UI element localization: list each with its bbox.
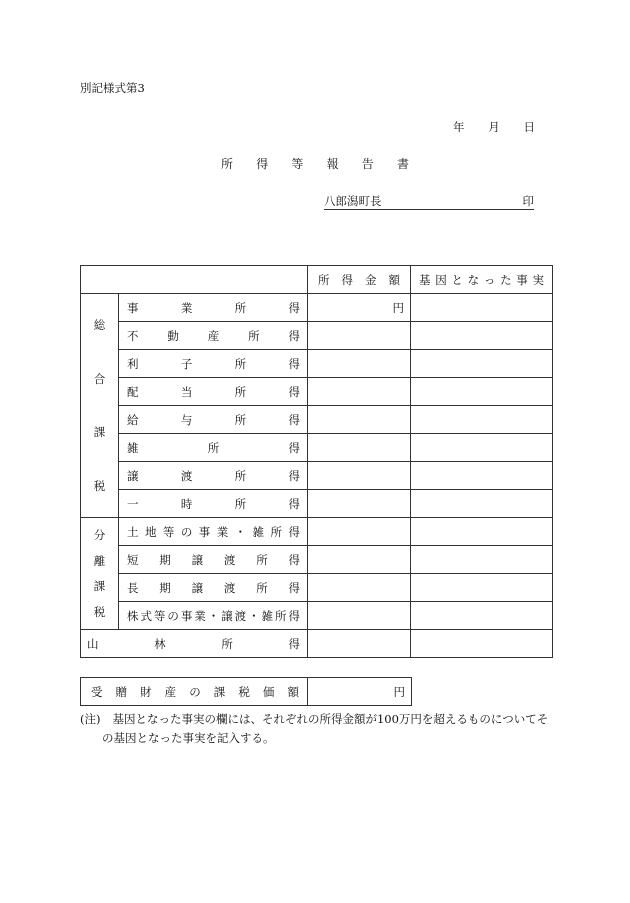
table-row <box>81 546 553 574</box>
fact-cell[interactable] <box>411 406 553 434</box>
amount-cell[interactable] <box>308 406 411 434</box>
group-label-char: 税 <box>93 478 106 493</box>
table-row <box>81 350 553 378</box>
income-item-label: 長期譲渡所得 <box>127 580 300 595</box>
fact-cell[interactable] <box>411 546 553 574</box>
date-line <box>453 119 535 135</box>
group-label-char: 合 <box>93 371 106 386</box>
table-row <box>81 518 553 546</box>
table-row <box>81 434 553 462</box>
page-title: 所得等報告書 <box>221 157 409 171</box>
table-row <box>81 602 553 630</box>
income-item-label: 利子所得 <box>127 356 300 371</box>
group-label-char: 課 <box>93 579 106 594</box>
gift-amount-cell[interactable] <box>308 678 412 706</box>
fact-cell[interactable] <box>411 602 553 630</box>
table-row <box>81 378 553 406</box>
fact-cell[interactable] <box>411 518 553 546</box>
income-item-label: 雑所得 <box>127 440 300 455</box>
date-day: 日 <box>523 120 535 134</box>
group-label-char: 離 <box>93 553 106 568</box>
amount-cell[interactable] <box>308 574 411 602</box>
table-header-row <box>81 266 553 294</box>
group-label-char: 課 <box>93 425 106 440</box>
amount-cell[interactable] <box>308 434 411 462</box>
fact-cell[interactable] <box>411 378 553 406</box>
date-month: 月 <box>488 120 500 134</box>
note <box>80 710 560 748</box>
gift-table <box>80 677 412 706</box>
seal: 印 <box>522 194 534 208</box>
fact-cell[interactable] <box>411 462 553 490</box>
form-number: 別記様式第3 <box>80 81 145 95</box>
income-item-label: 給与所得 <box>127 412 300 427</box>
group-label-char: 総 <box>93 318 106 333</box>
income-item-label: 土地等の事業・雑所得 <box>127 524 300 539</box>
group-label-char: 分 <box>93 528 106 543</box>
table-row <box>81 462 553 490</box>
group-label-cell <box>81 294 119 518</box>
fact-cell[interactable] <box>411 350 553 378</box>
header-fact: 基因となった事実 <box>419 272 544 287</box>
amount-cell[interactable] <box>308 294 411 322</box>
amount-cell[interactable] <box>308 630 411 658</box>
table-row <box>81 322 553 350</box>
table-row <box>81 490 553 518</box>
header-amount: 所得金額 <box>318 272 400 287</box>
fact-cell[interactable] <box>411 434 553 462</box>
income-item-label: 一時所得 <box>127 496 300 511</box>
income-item-label: 事業所得 <box>127 300 300 315</box>
yen-unit: 円 <box>393 684 405 699</box>
income-table <box>80 265 553 658</box>
fact-cell[interactable] <box>411 630 553 658</box>
income-item-label: 短期譲渡所得 <box>127 552 300 567</box>
note-text-1: 基因となった事実の欄には、それぞれの所得金額が100万円を超えるものについてそ <box>112 712 549 726</box>
fact-cell[interactable] <box>411 322 553 350</box>
note-mark: (注) <box>80 712 101 726</box>
table-row <box>81 630 553 658</box>
income-item-label: 株式等の事業・譲渡・雑所得 <box>127 608 300 623</box>
fact-cell[interactable] <box>411 490 553 518</box>
amount-cell[interactable] <box>308 350 411 378</box>
amount-cell[interactable] <box>308 518 411 546</box>
yen-unit: 円 <box>392 300 404 315</box>
amount-cell[interactable] <box>308 322 411 350</box>
forest-income-label: 山林所得 <box>87 636 300 651</box>
group-label-cell <box>81 518 119 630</box>
table-row <box>81 294 553 322</box>
income-item-label: 不動産所得 <box>127 328 300 343</box>
note-text-2: の基因となった事実を記入する。 <box>102 731 275 745</box>
addressee-line <box>324 193 534 210</box>
amount-cell[interactable] <box>308 378 411 406</box>
gift-label: 受贈財産の課税価額 <box>91 684 299 699</box>
table-row <box>81 406 553 434</box>
amount-cell[interactable] <box>308 546 411 574</box>
amount-cell[interactable] <box>308 602 411 630</box>
amount-cell[interactable] <box>308 490 411 518</box>
income-item-label: 配当所得 <box>127 384 300 399</box>
fact-cell[interactable] <box>411 294 553 322</box>
date-year: 年 <box>453 120 465 134</box>
amount-cell[interactable] <box>308 462 411 490</box>
addressee: 八郎潟町長 <box>324 194 382 208</box>
group-label-char: 税 <box>93 604 106 619</box>
fact-cell[interactable] <box>411 574 553 602</box>
table-row <box>81 574 553 602</box>
income-item-label: 譲渡所得 <box>127 468 300 483</box>
